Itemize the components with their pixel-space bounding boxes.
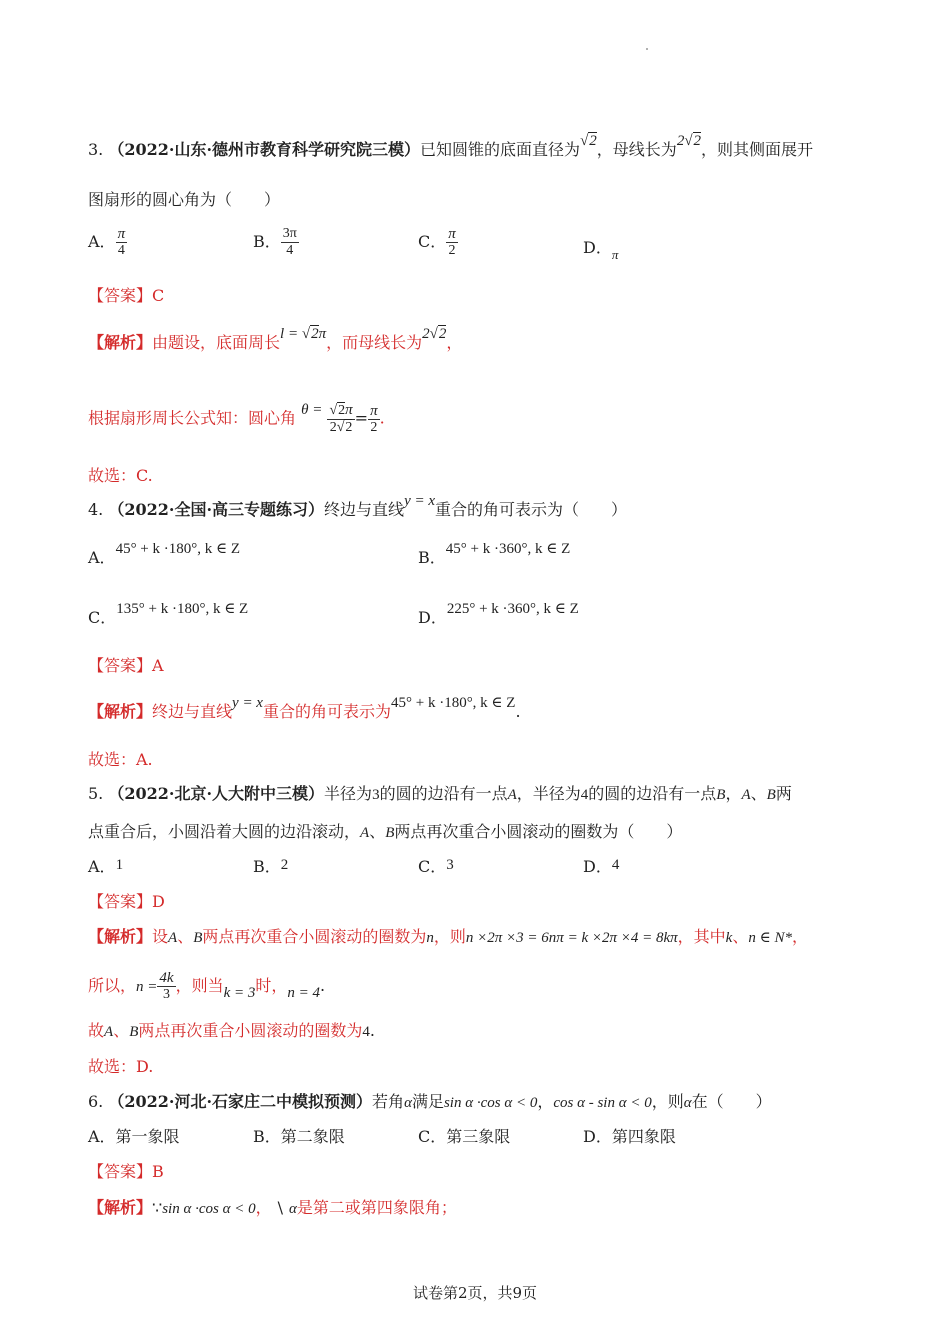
q6-stem: 6. （2022·河北·石家庄二中模拟预测）若角α满足sin α ·cos α < 0，cos α - sin α < 0，则α在（ ） [88, 1092, 772, 1111]
q3-answer: 【答案】C [88, 286, 165, 305]
q3-option-c-frac: $\frac{\pi}{2}$ [448, 226, 456, 258]
q6-option-a: A．第一象限 [88, 1127, 180, 1146]
q4-source: （2022·全国·高三专题练习） [108, 500, 325, 519]
q5-source: （2022·北京·人大附中三模） [108, 784, 325, 803]
q6-analysis: 【解析】∵sin α ·cos α < 0， \ α是第二或第四象限角； [88, 1198, 457, 1217]
q5-stem-line2: 点重合后，小圆沿着大圆的边沿滚动，A、B两点再次重合小圆滚动的圈数为（ ） [88, 822, 683, 841]
q6-option-c: C．第三象限 [418, 1127, 511, 1146]
q3-option-a-frac: $\frac{\pi}{4}$ [117, 226, 126, 258]
q6-option-b: B．第二象限 [253, 1127, 345, 1146]
q4-option-d: D．225° + k ·360°, k ∈ Z [418, 601, 579, 627]
q4-answer: 【答案】A [88, 656, 164, 675]
scan-dot [646, 48, 648, 50]
q6-option-d: D．第四象限 [583, 1127, 676, 1146]
q3-sqrt2: √2 [580, 133, 597, 149]
q3-option-c: C． $\frac{\pi}{2}$ [418, 226, 456, 258]
q5-choose: 故选：D. [88, 1057, 154, 1076]
q3-stem-line2: 图扇形的圆心角为（ ） [88, 190, 281, 209]
q5-frac: $\frac{4k}{3}$ [159, 970, 174, 1002]
q5-analysis-2: 所以，n = $\frac{4k}{3}$ ，则当k = 3时，n = 4. [88, 970, 326, 1002]
q3-option-b-frac: $\frac{3\pi}{4}$ [282, 226, 297, 258]
q4-choose: 故选：A. [88, 750, 153, 769]
q5-answer: 【答案】D [88, 892, 165, 911]
q5-stem-line1: 5. （2022·北京·人大附中三模）半径为3的圆的边沿有一点A，半径为4的圆的边沿有一点B，A、B两 [88, 784, 792, 803]
q6-source: （2022·河北·石家庄二中模拟预测） [108, 1092, 373, 1111]
q3-source: （2022·山东·德州市教育科学研究院三模） [108, 140, 421, 159]
q5-option-b: B．2 [253, 857, 289, 876]
q3-analysis-1: 【解析】由题设，底面周长l = √2π，而母线长为2√2， [88, 326, 463, 352]
q4-option-a: A．45° + k ·180°, k ∈ Z [88, 541, 241, 567]
q4-analysis: 【解析】终边与直线y = x重合的角可表示为45° + k ·180°, k ∈ Z. [88, 695, 521, 721]
q3-option-a: A． $\frac{\pi}{4}$ [88, 226, 126, 258]
q3-choose: 故选：C. [88, 466, 153, 485]
q5-analysis-3: 故A、B两点再次重合小圆滚动的圈数为4. [88, 1021, 375, 1040]
q3-2sqrt2: 2√2 [676, 133, 702, 149]
q3-theta-frac: $\frac{√2\pi}{2√2}$ [329, 402, 353, 435]
q5-option-d: D．4 [583, 857, 620, 876]
q3-option-b: B． $\frac{3\pi}{4}$ [253, 226, 297, 258]
q6-answer: 【答案】B [88, 1162, 164, 1181]
q5-option-c: C．3 [418, 857, 454, 876]
q4-option-b: B．45° + k ·360°, k ∈ Z [418, 541, 571, 567]
q5-option-a: A．1 [88, 857, 124, 876]
q5-analysis-1: 【解析】设A、B两点再次重合小圆滚动的圈数为n，则n ×2π ×3 = 6nπ = k ×2π ×4 = 8kπ，其中k、n ∈ N*， [88, 927, 808, 946]
page-footer: 试卷第2页，共9页 [412, 1284, 538, 1302]
q3-stem-line1: 3. （2022·山东·德州市教育科学研究院三模）已知圆锥的底面直径为√2，母线长为2√2，则其侧面展开 [88, 133, 814, 159]
q3-option-d: D．$_\pi$ [583, 238, 619, 262]
q3-result-frac: $\frac{\pi}{2}$ [370, 402, 378, 435]
q4-option-c: C．135° + k ·180°, k ∈ Z [88, 601, 249, 627]
q3-analysis-2: 根据扇形周长公式知：圆心角 θ = $\frac{√2\pi}{2√2}$ = $\frac{\pi}{2}$ . [88, 401, 385, 435]
q4-stem: 4. （2022·全国·高三专题练习）终边与直线y = x重合的角可表示为（ ） [88, 493, 628, 519]
